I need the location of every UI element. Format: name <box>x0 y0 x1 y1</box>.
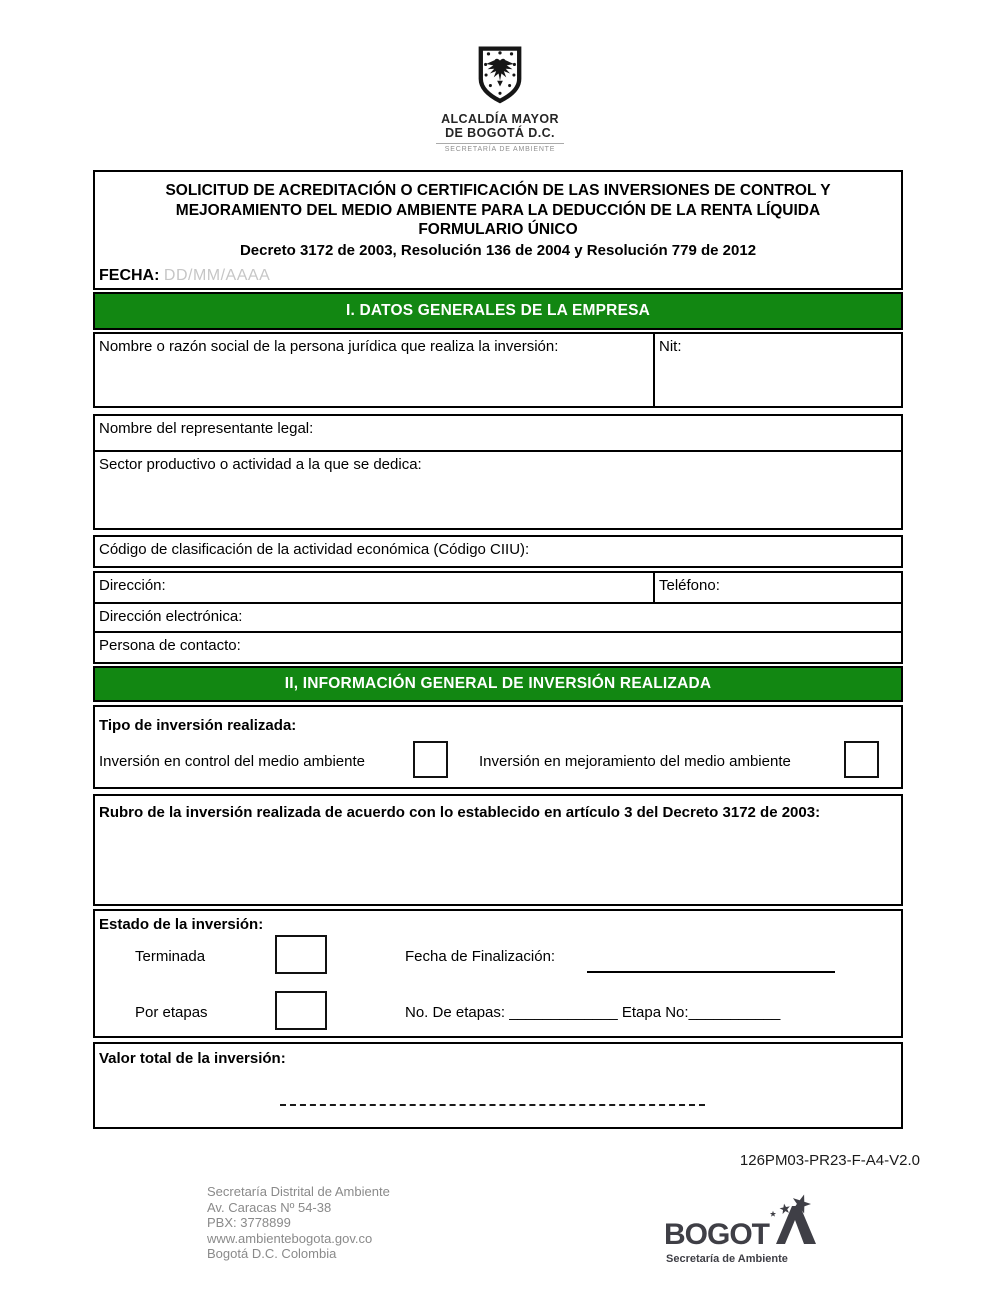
fecha-finalizacion-input[interactable] <box>587 951 835 973</box>
terminada-label: Terminada <box>135 948 206 965</box>
fecha-label: FECHA: <box>99 266 160 284</box>
address-line: Secretaría Distrital de Ambiente <box>207 1184 390 1199</box>
estado-box <box>93 909 903 1038</box>
etapas-row <box>405 1004 780 1021</box>
ciiu-field[interactable]: Código de clasificación de la actividad económica (Código CIIU): <box>93 535 903 568</box>
footer-address <box>207 1184 390 1262</box>
fecha-row <box>95 267 901 285</box>
group-representante-sector <box>93 414 903 530</box>
etapas-label: No. De etapas: <box>405 1004 506 1021</box>
bogota-logo-icon <box>664 1192 824 1252</box>
valor-label: Valor total de la inversión: <box>99 1050 286 1067</box>
section1-header: I. DATOS GENERALES DE LA EMPRESA <box>93 292 903 330</box>
valor-input[interactable] <box>280 1084 705 1106</box>
tipo-mejoramiento-checkbox[interactable] <box>844 741 879 778</box>
form-norms: Decreto 3172 de 2003, Resolución 136 de 2004 y Resolución 779 de 2012 <box>239 241 757 259</box>
form <box>93 170 903 1129</box>
form-subtitle: FORMULARIO ÚNICO <box>418 221 578 238</box>
terminada-checkbox[interactable] <box>275 935 327 974</box>
crest-title-line2: DE BOGOTÁ D.C. <box>445 126 555 140</box>
row-direccion-telefono <box>95 573 901 604</box>
tipo-control-checkbox[interactable] <box>413 741 448 778</box>
direccion-field[interactable]: Dirección: <box>95 573 655 602</box>
telefono-field[interactable]: Teléfono: <box>659 577 720 594</box>
rubro-label: Rubro de la inversión realizada de acuerdo con lo establecido en artículo 3 del Decreto 3172 de 2003: <box>99 804 821 821</box>
razon-social-field[interactable]: Nombre o razón social de la persona jurídica que realiza la inversión: <box>95 334 655 406</box>
crest-title <box>0 112 1000 140</box>
fecha-finalizacion-label: Fecha de Finalización: <box>405 948 556 965</box>
valor-box <box>93 1042 903 1129</box>
form-title: SOLICITUD DE ACREDITACIÓN O CERTIFICACIÓN DE LAS INVERSIONES DE CONTROL Y MEJORAMIENTO DEL MEDIO AMBIENTE PARA LA DEDUCCIÓN DE LA RENTA LÍQUIDA <box>165 182 831 219</box>
por-etapas-checkbox[interactable] <box>275 991 327 1030</box>
address-line: Av. Caracas Nº 54-38 <box>207 1199 332 1215</box>
tipo-label: Tipo de inversión realizada: <box>99 717 297 734</box>
bogota-crest-icon <box>476 46 524 104</box>
persona-contacto-field[interactable]: Persona de contacto: <box>99 637 241 654</box>
rubro-field[interactable] <box>93 794 903 906</box>
tipo-mejoramiento-label: Inversión en mejoramiento del medio ambiente <box>479 753 791 770</box>
row-razon-nit <box>93 332 903 408</box>
etapa-no-input[interactable]: ___________ <box>688 1004 781 1021</box>
estado-label: Estado de la inversión: <box>99 916 264 933</box>
crest-divider <box>436 143 564 144</box>
tipo-inversion-box <box>93 705 903 789</box>
direccion-electronica-field[interactable]: Dirección electrónica: <box>95 604 901 633</box>
por-etapas-label: Por etapas <box>135 1004 208 1021</box>
address-line[interactable]: www.ambientebogota.gov.co <box>207 1230 373 1246</box>
fecha-input[interactable]: DD/MM/AAAA <box>163 266 271 284</box>
crest-subtitle: SECRETARÍA DE AMBIENTE <box>444 146 556 153</box>
group-contacto <box>93 571 903 664</box>
crest-title-line1: ALCALDÍA MAYOR <box>441 112 559 126</box>
header-crest <box>0 46 1000 153</box>
address-line: PBX: 3778899 <box>207 1215 291 1230</box>
section2-header: II, INFORMACIÓN GENERAL DE INVERSIÓN REALIZADA <box>93 666 903 702</box>
bogota-logo-text: BOGOT <box>664 1218 769 1251</box>
form-title-box <box>93 170 903 290</box>
bogota-logo <box>664 1192 824 1265</box>
representante-field[interactable]: Nombre del representante legal: <box>95 416 901 452</box>
address-line: Bogotá D.C. Colombia <box>207 1246 337 1261</box>
tipo-control-label: Inversión en control del medio ambiente <box>99 753 365 770</box>
bogota-logo-subtitle: Secretaría de Ambiente <box>666 1253 788 1265</box>
nit-field[interactable]: Nit: <box>659 338 682 355</box>
sector-field[interactable]: Sector productivo o actividad a la que se dedica: <box>99 456 422 473</box>
etapa-no-label: Etapa No: <box>621 1004 689 1021</box>
document-code: 126PM03-PR23-F-A4-V2.0 <box>739 1152 920 1169</box>
etapas-input[interactable]: _____________ <box>509 1004 618 1021</box>
